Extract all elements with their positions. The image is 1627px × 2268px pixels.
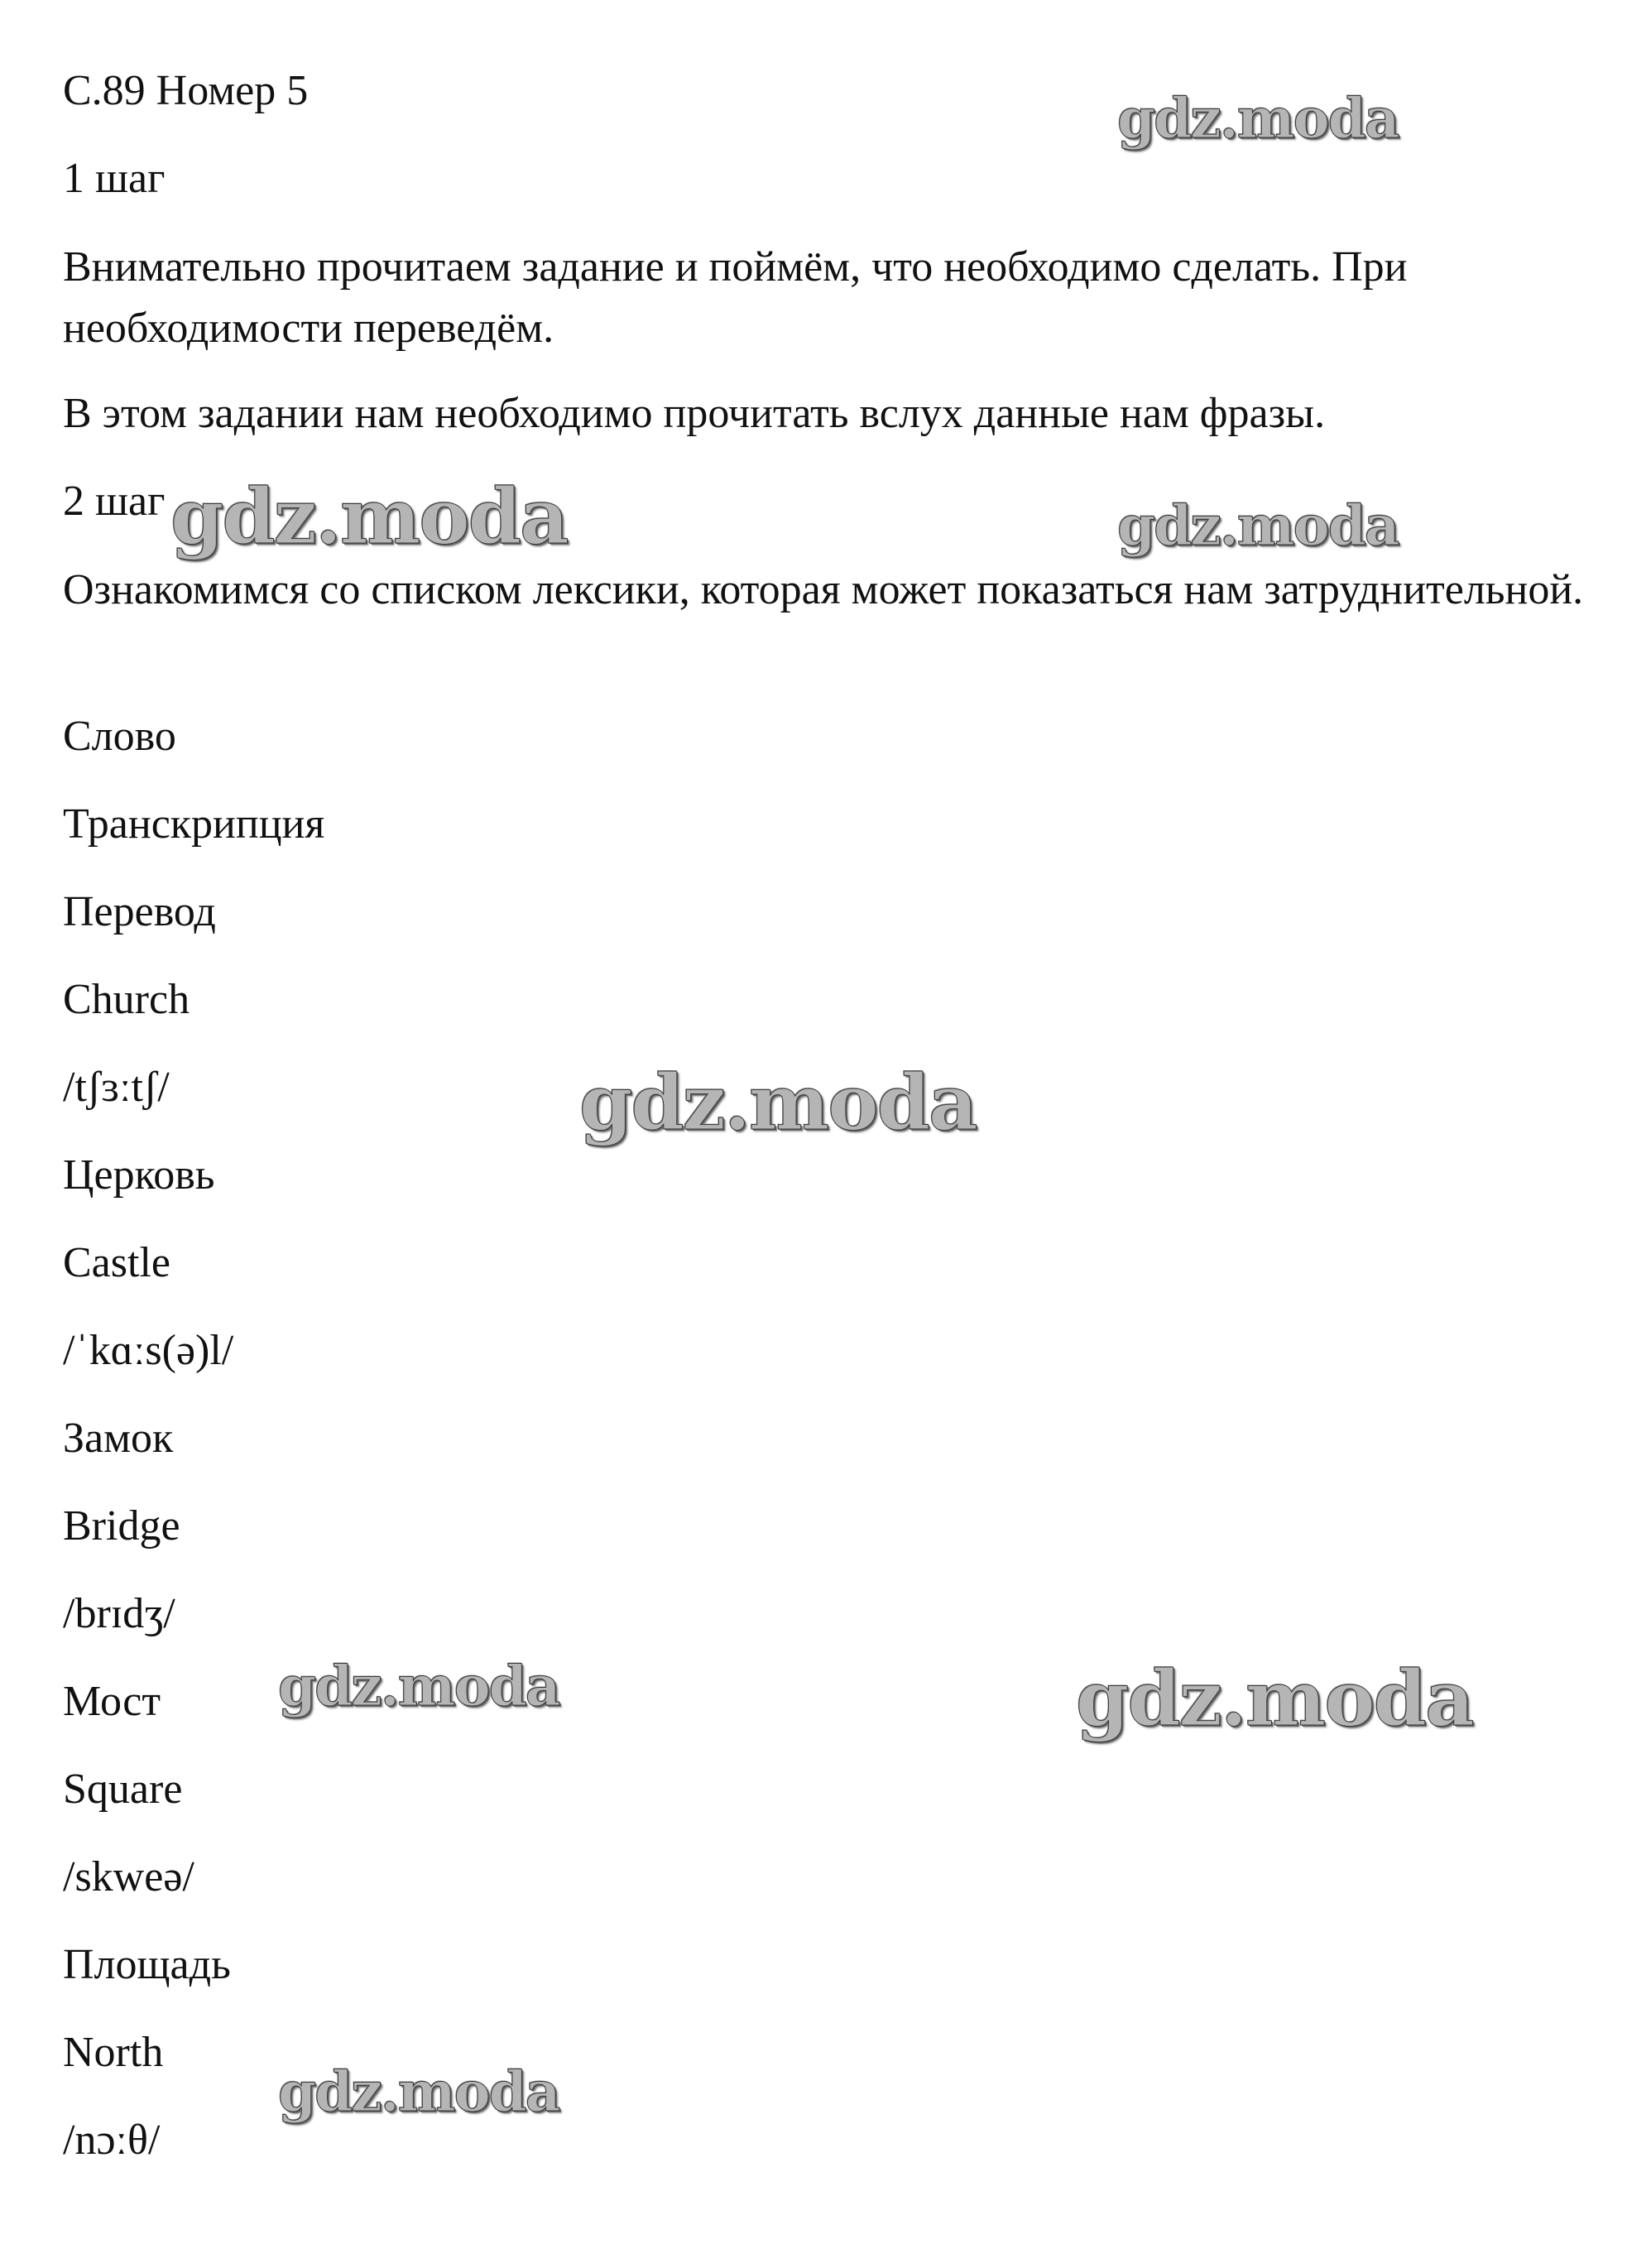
vocab-translation: Замок <box>63 1415 174 1462</box>
vocab-word: Church <box>63 976 190 1023</box>
vocab-translation: Мост <box>63 1678 161 1725</box>
paragraph-vocabulary-intro: Ознакомимся со списком лексики, которая может показаться нам затруднительной. <box>63 566 1584 613</box>
page-header: С.89 Номер 5 <box>63 67 309 114</box>
watermark: gdz.moda <box>579 1058 977 1147</box>
watermark: gdz.moda <box>170 472 568 561</box>
step-1-label: 1 шаг <box>63 155 166 202</box>
step-2-label: 2 шаг <box>63 478 166 525</box>
vocab-header-translation: Перевод <box>63 888 216 935</box>
vocab-word: Square <box>63 1766 183 1813</box>
vocab-transcription: /nɔːθ/ <box>63 2117 161 2164</box>
watermark: gdz.moda <box>1117 86 1399 151</box>
vocab-transcription: /ˈkɑːs(ə)l/ <box>63 1327 234 1374</box>
vocab-header-transcription: Транскрипция <box>63 800 325 848</box>
vocab-transcription: /skweə/ <box>63 1853 194 1900</box>
vocab-translation: Площадь <box>63 1941 231 1988</box>
vocab-transcription: /brɪdʒ/ <box>63 1590 175 1637</box>
vocab-word: Bridge <box>63 1502 180 1550</box>
vocab-word: North <box>63 2029 164 2076</box>
paragraph-task: В этом задании нам необходимо прочитать вслух данные нам фразы. <box>63 390 1326 437</box>
vocab-translation: Церковь <box>63 1151 215 1199</box>
vocab-transcription: /tʃɜːtʃ/ <box>63 1064 170 1111</box>
vocab-header-word: Слово <box>63 713 176 760</box>
watermark: gdz.moda <box>1117 493 1399 558</box>
watermark: gdz.moda <box>278 2059 559 2124</box>
watermark: gdz.moda <box>1076 1654 1473 1743</box>
watermark: gdz.moda <box>278 1654 559 1718</box>
paragraph-instructions: Внимательно прочитаем задание и поймём, что необходимо сделать. При необходимости переведём. <box>63 243 1408 352</box>
vocab-word: Castle <box>63 1239 170 1286</box>
